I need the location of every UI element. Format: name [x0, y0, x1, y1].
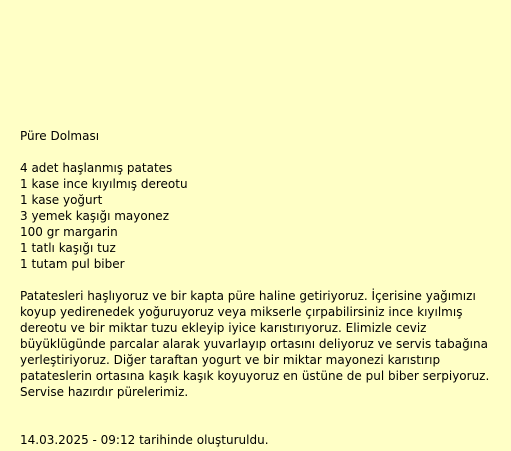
- ingredient-item: 1 kase ince kıyılmış dereotu: [20, 177, 188, 191]
- created-timestamp: 14.03.2025 - 09:12 tarihinde oluşturuldu.: [20, 433, 269, 447]
- ingredient-item: 4 adet haşlanmış patates: [20, 161, 173, 175]
- note-title: Püre Dolması: [20, 129, 100, 143]
- note-content: [20, 128, 500, 400]
- ingredient-item: 1 tatlı kaşığı tuz: [20, 241, 116, 255]
- instructions-paragraph: Patatesleri haşlıyoruz ve bir kapta püre haline getiriyoruz. İçerisine yağımızı koyup yedirenedek yoğuruyoruz veya mikserle çırpabilirsiniz ince kıyılmış dereotu ve bir miktar tuzu ekleyip iyice karıstırıyoruz. Elimizle ceviz büyüklügünde parcalar alarak yuvarlayıp ortasını deliyoruz ve servis tabağına yerleştiriyoruz. Diğer taraftan yogurt ve bir miktar mayonezi karıstırıp patateslerin ortasına kaşık kaşık koyuyoruz en üstüne de pul biber serpiyoruz. Servise hazırdır pürelerimiz.: [20, 289, 490, 399]
- ingredient-item: 1 kase yoğurt: [20, 193, 103, 207]
- ingredient-item: 100 gr margarin: [20, 225, 118, 239]
- ingredient-list: [20, 160, 500, 272]
- ingredient-item: 3 yemek kaşığı mayonez: [20, 209, 169, 223]
- ingredient-item: 1 tutam pul biber: [20, 257, 125, 271]
